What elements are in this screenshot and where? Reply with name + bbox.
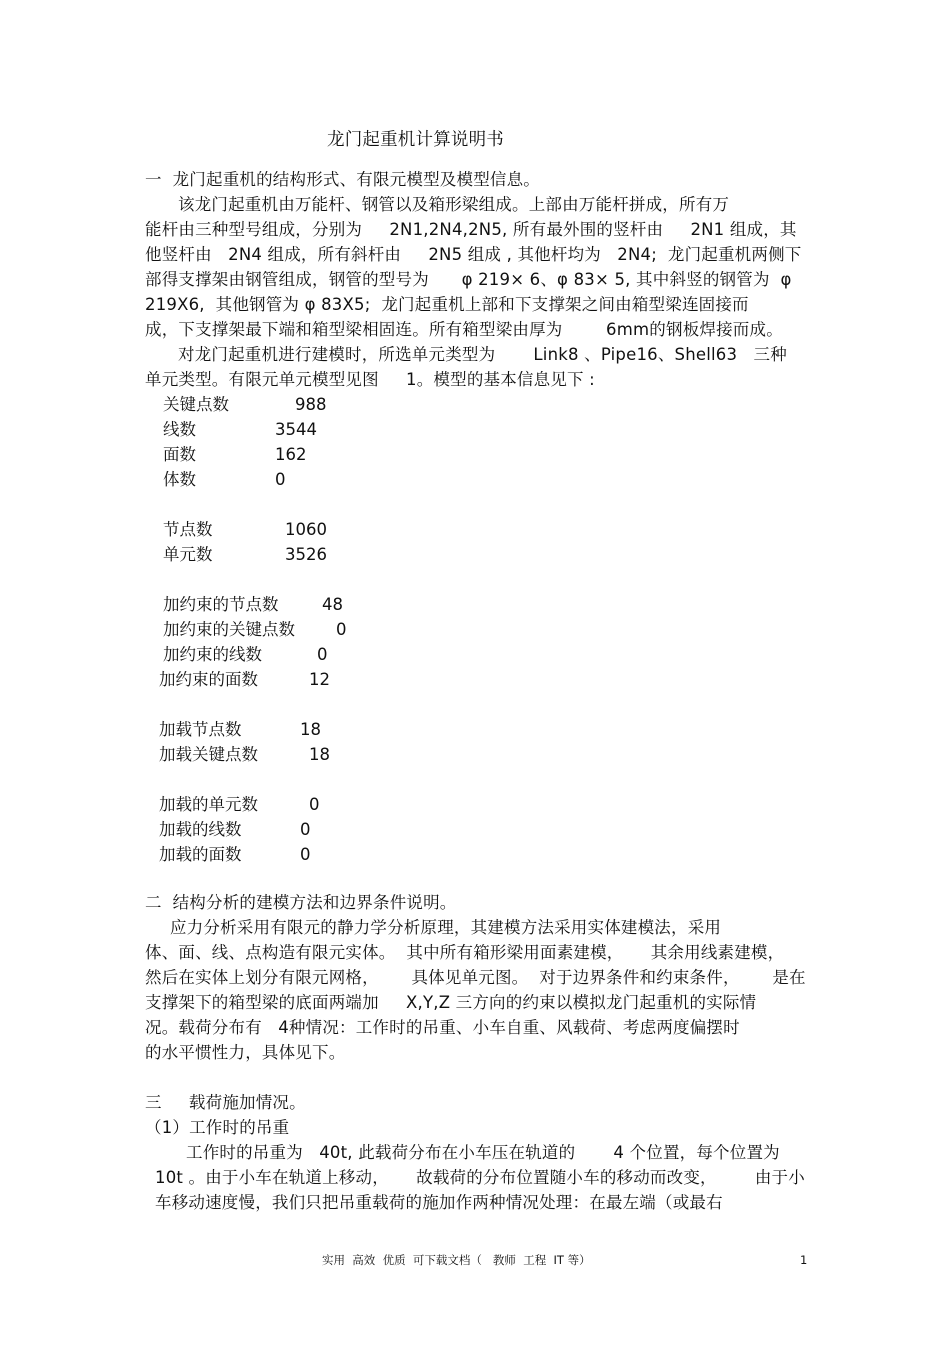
stat-label: 加载的单元数 bbox=[159, 795, 258, 814]
paragraph-line: 该龙门起重机由万能杆、钢管以及箱形梁组成。上部由万能杆拼成，所有万 bbox=[178, 195, 730, 214]
paragraph-line: 况。载荷分布有 4种情况：工作时的吊重、小车自重、风载荷、考虑两度偏摆时 bbox=[145, 1018, 740, 1037]
stat-label: 体数 bbox=[163, 470, 196, 489]
paragraph-line: 10t 。由于小车在轨道上移动， 故载荷的分布位置随小车的移动而改变， 由于小 bbox=[155, 1168, 805, 1187]
paragraph-line: 工作时的吊重为 40t, 此载荷分布在小车压在轨道的 4 个位置，每个位置为 bbox=[186, 1143, 780, 1162]
stat-value: 48 bbox=[322, 595, 343, 614]
stat-value: 162 bbox=[275, 445, 307, 464]
stat-label: 加载的线数 bbox=[159, 820, 242, 839]
stat-value: 3544 bbox=[275, 420, 317, 439]
stat-value: 12 bbox=[309, 670, 330, 689]
paragraph-line: 219X6, 其他钢管为 φ 83X5; 龙门起重机上部和下支撑架之间由箱型梁连固接而 bbox=[145, 295, 749, 314]
stat-label: 加约束的关键点数 bbox=[163, 620, 295, 639]
stat-value: 1060 bbox=[285, 520, 327, 539]
subsection-heading: （1）工作时的吊重 bbox=[145, 1118, 290, 1137]
paragraph-line: 他竖杆由 2N4 组成，所有斜杆由 2N5 组成 , 其他杆均为 2N4; 龙门起重机两侧下 bbox=[145, 245, 802, 264]
stat-label: 加载节点数 bbox=[159, 720, 242, 739]
paragraph-line: 对龙门起重机进行建模时，所选单元类型为 Link8 、Pipe16、Shell63 三种 bbox=[178, 345, 787, 364]
section-2-heading: 二 结构分析的建模方法和边界条件说明。 bbox=[145, 893, 457, 912]
stat-label: 加载关键点数 bbox=[159, 745, 258, 764]
stat-value: 0 bbox=[309, 795, 320, 814]
stat-label: 关键点数 bbox=[163, 395, 229, 414]
stat-label: 面数 bbox=[163, 445, 196, 464]
paragraph-line: 的水平惯性力，具体见下。 bbox=[145, 1043, 346, 1062]
stat-value: 0 bbox=[300, 845, 311, 864]
stat-label: 加约束的节点数 bbox=[163, 595, 279, 614]
stat-value: 0 bbox=[300, 820, 311, 839]
paragraph-line: 成，下支撑架最下端和箱型梁相固连。所有箱型梁由厚为 6mm的钢板焊接而成。 bbox=[145, 320, 783, 339]
section-3-heading: 三 载荷施加情况。 bbox=[145, 1093, 306, 1112]
paragraph-line: 支撑架下的箱型梁的底面两端加 X,Y,Z 三方向的约束以模拟龙门起重机的实际情 bbox=[145, 993, 757, 1012]
stat-value: 0 bbox=[275, 470, 286, 489]
stat-value: 0 bbox=[336, 620, 347, 639]
page-number: 1 bbox=[800, 1253, 808, 1267]
paragraph-line: 部得支撑架由钢管组成，钢管的型号为 φ 219× 6、φ 83× 5, 其中斜竖的钢管为 φ bbox=[145, 270, 792, 289]
stat-label: 线数 bbox=[163, 420, 196, 439]
stat-label: 节点数 bbox=[163, 520, 213, 539]
section-1-heading: 一 龙门起重机的结构形式、有限元模型及模型信息。 bbox=[145, 170, 540, 189]
stat-value: 18 bbox=[309, 745, 330, 764]
stat-value: 0 bbox=[317, 645, 328, 664]
stat-label: 加载的面数 bbox=[159, 845, 242, 864]
paragraph-line: 体、面、线、点构造有限元实体。 其中所有箱形梁用面素建模， 其余用线素建模， bbox=[145, 943, 785, 962]
document-title: 龙门起重机计算说明书 bbox=[327, 130, 504, 150]
stat-value: 3526 bbox=[285, 545, 327, 564]
paragraph-line: 车移动速度慢，我们只把吊重载荷的施加作两种情况处理：在最左端（或最右 bbox=[155, 1193, 723, 1212]
page-footer: 实用 高效 优质 可下载文档（ 教师 工程 IT 等） bbox=[322, 1253, 591, 1267]
stat-value: 988 bbox=[295, 395, 327, 414]
stat-label: 加约束的线数 bbox=[163, 645, 262, 664]
stat-label: 加约束的面数 bbox=[159, 670, 258, 689]
stat-label: 单元数 bbox=[163, 545, 213, 564]
stat-value: 18 bbox=[300, 720, 321, 739]
paragraph-line: 然后在实体上划分有限元网格， 具体见单元图。 对于边界条件和约束条件， 是在 bbox=[145, 968, 806, 987]
paragraph-line: 应力分析采用有限元的静力学分析原理，其建模方法采用实体建模法，采用 bbox=[170, 918, 722, 937]
paragraph-line: 单元类型。有限元单元模型见图 1。模型的基本信息见下 : bbox=[145, 370, 595, 389]
paragraph-line: 能杆由三种型号组成，分别为 2N1,2N4,2N5, 所有最外围的竖杆由 2N1 组成，其 bbox=[145, 220, 797, 239]
